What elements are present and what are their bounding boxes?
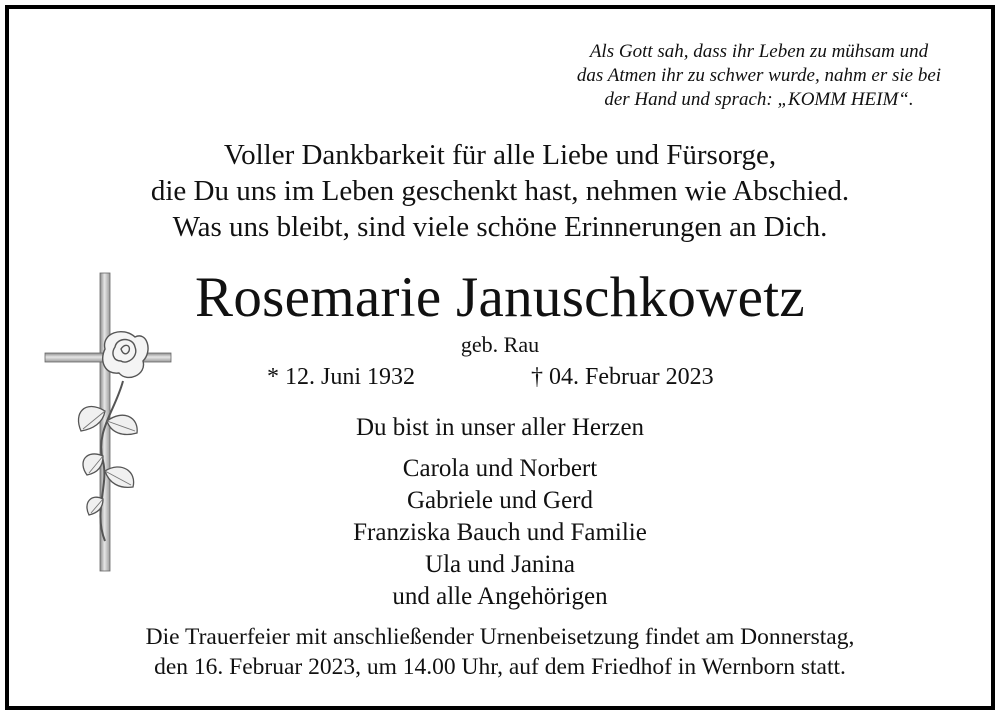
- mourner-1: Carola und Norbert: [402, 455, 598, 482]
- funeral-notice-line-1: Die Trauerfeier mit anschließender Urnenbeisetzung findet am Donnerstag,: [145, 624, 855, 650]
- intro-line-3: Was uns bleibt, sind viele schöne Erinnerungen an Dich.: [172, 211, 828, 243]
- intro-line-2: die Du uns im Leben geschenkt hast, nehmen wie Abschied.: [150, 175, 850, 207]
- funeral-notice-line-2: den 16. Februar 2023, um 14.00 Uhr, auf dem Friedhof in Wernborn statt.: [154, 654, 846, 680]
- intro-line-1: Voller Dankbarkeit für alle Liebe und Fürsorge,: [223, 139, 777, 171]
- mourner-3: Franziska Bauch und Familie: [353, 519, 647, 546]
- death-date: † 04. Februar 2023: [531, 364, 714, 390]
- motto: Du bist in unser aller Herzen: [355, 414, 645, 441]
- quote-line-2: das Atmen ihr zu schwer wurde, nahm er sie bei: [576, 65, 942, 86]
- quote-line-3: der Hand und sprach: „KOMM HEIM“.: [604, 89, 914, 110]
- cross-with-rose-icon: [43, 271, 175, 576]
- mourner-4: Ula und Janina: [425, 551, 575, 578]
- quote-line-1: Als Gott sah, dass ihr Leben zu mühsam und: [589, 41, 929, 62]
- deceased-name: Rosemarie Januschkowetz: [195, 266, 805, 329]
- obituary-frame: [5, 5, 995, 710]
- mourner-2: Gabriele und Gerd: [406, 487, 594, 514]
- maiden-name: geb. Rau: [460, 332, 540, 357]
- birth-date: * 12. Juni 1932: [267, 364, 416, 390]
- mourner-5: und alle Angehörigen: [392, 583, 608, 610]
